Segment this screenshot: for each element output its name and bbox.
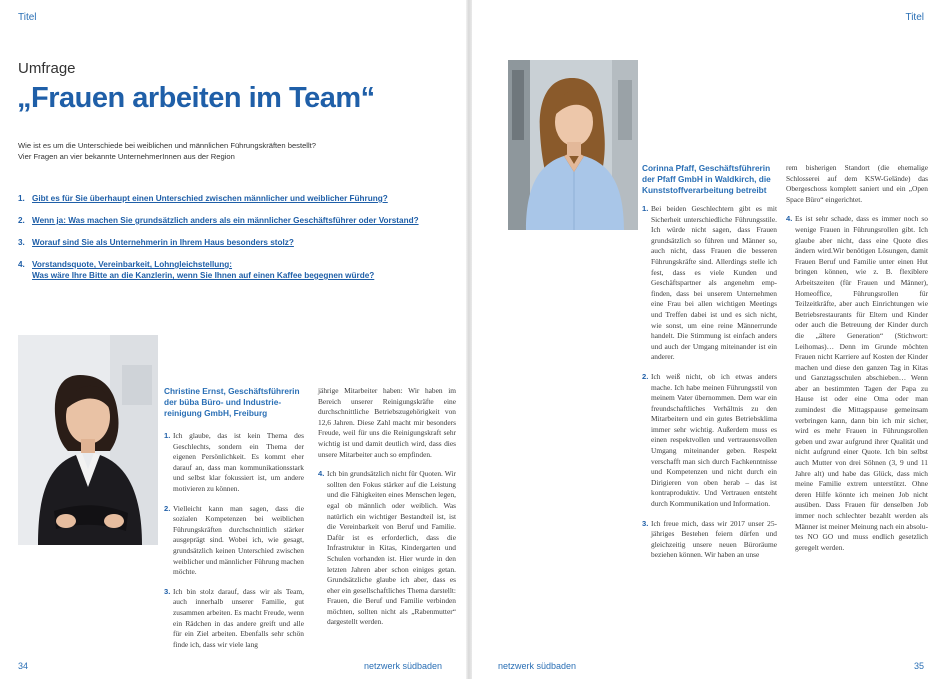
headline: „Frauen arbeiten im Team“ [17, 82, 375, 114]
question-text: Gibt es für Sie überhaupt einen Unterschied zwischen männlicher und weiblicher Führung? [32, 194, 388, 203]
question-text: Wenn ja: Was machen Sie grundsätzlich anders als ein männlicher Geschäftsführer oder Vorstand? [32, 216, 419, 225]
answers-column-2 [318, 386, 456, 637]
answer-number: 1. [164, 431, 171, 440]
answer-text: Es ist sehr schade, dass es immer noch so wenige Frauen in Führungsrollen gibt. Ich glaube aber nicht, dass eine Quote dies ändern wird.Wir benötigen Lösungen, damit Frauen Beruf und Familie unter einen Hut bringen können, wie z. B. flexiblere Arbeitszeiten (für Frauen und Männer), Homeoffice, Führungsrollen für Teilzeitkräfte, aber auch Einrichtungen wie Betriebsrestaurants für Eltern und Kinder oder auch die Betreuung der Kinder durch die „ältere Generation“ (Stichwort: Leihomas)… Denn im Grunde möchten Frauen nicht Karriere auf Kosten der Kinder machen und diese den ganzen Tag in Kitas und Ganztagsschulen abschieben… Wenn aber an bestimmten Tagen der Papa zu Hause ist oder eine Oma oder man zumindest die Mittagspause gemeinsam verbringen kann, dann bin ich mir sicher, wird es mehr Frauen in Führungsrollen geben und zwar aufgrund ihrer Qualität und nicht aufgrund einer Quote. Ich bin selbst auch Mutter von drei Söhnen (3, 9 und 11 Jahre alt) und habe das Glück, dass mich meine Familie extrem unterstützt. Ohne deren Hilfe könnte ich meinen Job nicht ausüben. Dass Frauen für denselben Job immer noch schlechter bezahlt werden als Männer ist meiner Meinung nach ein absolutes NO GO und muss endlich gesetzlich geregelt werden. [795, 214, 929, 552]
page-number: 35 [913, 661, 924, 671]
answer-3 [164, 587, 304, 651]
answer-number: 4. [318, 469, 325, 479]
answer-number: 2. [164, 503, 171, 513]
answers-column-1 [164, 386, 304, 659]
answer-1 [164, 431, 304, 495]
answer-number: 1. [642, 204, 649, 213]
answer-3 [642, 519, 777, 561]
right-page [470, 0, 940, 679]
answer-2 [642, 372, 777, 510]
answer-number: 4. [786, 214, 793, 224]
magazine-name: netzwerk südbaden [498, 661, 577, 671]
section-tag: Titel [905, 12, 924, 23]
answer-text: Ich glaube, das ist kein Thema des Geschlechts, sondern ein Thema der eigenen Persönlichkeit. Es kommt eher darauf an, dass man kommunikationsstark und selbst klar fokussiert ist, um andere motivieren zu können. [173, 431, 304, 493]
answer-text: Bei beiden Geschlechtern gibt es mit Sicherheit unterschiedliche Führungsstile. Ich würde nicht sagen, dass Frauen grundsätzlich so führen und Männer so, auch nicht, dass Frauen die besseren Führungskräfte sind. Allerdings stelle ich fest, dass es viele Kunden und Geschäftspartner als angenehm empfinden, dass bei unserem Unternehmen eine Frau bei allen wichtigen Meetings und Treffen dabei ist und es sich nicht, wie sonst, um eine reine Männerrunde handelt. Die Stimmung ist einfach anders und auch der Umgang miteinander ist ein anderer. [651, 204, 777, 362]
answer-text: Ich bin grundsätzlich nicht für Quoten. Wir sollten den Fokus stärker auf die Leistung und die Fähigkeiten eines Menschen legen, egal ob männlich oder weiblich. Was natürlich ein wichtiger Bestandteil ist, ist die Vereinbarkeit von Beruf und Familie. Dafür ist es erforderlich, dass die Infrastruktur in Kitas, Kindergarten und Schulen vorhanden ist. Hier wurde in den letzten Jahren aber schon einiges getan. Grundsätzliche glaube ich aber, dass es eher ein gesellschaftliches Thema darstellt: Frauen, die Beruf und Familie verbinden möchten, sollten nicht als „Rabenmutter“ dargestellt werden. [327, 469, 456, 627]
intro [18, 140, 448, 162]
answers-column-3 [642, 163, 777, 570]
portrait-christine-ernst [18, 335, 158, 545]
question-item [18, 259, 458, 281]
answer-4 [318, 469, 456, 628]
page-number: 34 [18, 661, 29, 671]
question-text: Worauf sind Sie als Unternehmerin in Ihrem Haus besonders stolz? [32, 238, 294, 247]
answer-4 [786, 214, 928, 553]
intro-line: Vier Fragen an vier bekannte UnternehmerInnen aus der Region [18, 152, 235, 161]
answer-number: 3. [164, 586, 171, 596]
question-text [32, 259, 374, 281]
magazine-name: netzwerk südbaden [363, 661, 442, 671]
answer-2 [164, 504, 304, 578]
person-caption: Corinna Pfaff, Geschäftsführerin der Pfaff GmbH in Waldkirch, die Kunststoffverarbeitung betreibt [642, 163, 771, 195]
question-item [18, 237, 458, 248]
question-line: Was wäre Ihre Bitte an die Kanzlerin, wenn Sie Ihnen auf einen Kaffee begegnen würde? [32, 271, 375, 280]
answer-continuation: jährige Mitarbeiter haben: Wir haben im Bereich unserer Reinigungskräfte eine durchschnittliche Betriebszugehörigkeit von 12,6 Jahren. Diese Zahl macht mir besonders Freude, weil für uns die Reinigungskraft sehr wichtig ist und damit deutlich wird, dass dies unsere Mitarbeiter auch so empfinden. [318, 386, 456, 459]
answer-continuation: rem bisherigen Standort (die ehemalige Schlosserei auf dem KSW-Gelände) das Obergeschoss komplett saniert und ein „Open Space Büro“ eingerichtet. [786, 163, 928, 204]
answer-text: Ich weiß nicht, ob ich etwas anders mache. Ich habe meinen Führungsstil von meinem Vater übernommen. Dem war ein freundschaftliches Verhältnis zu den Mitarbeitern und ein gutes Betriebsklima immer sehr wichtig. Außerdem muss es einen respektvollen und vertrauensvollen Umgang miteinander geben. Respekt verschafft man sich durch Fachkenntnisse und Kompetenzen und nicht durch ein Dirigieren von oben herab – das ist kontraproduktiv. Und Vertrauen entsteht durch Kommunikation und Information. [651, 371, 777, 509]
question-line: Vorstandsquote, Vereinbarkeit, Lohngleichstellung: [32, 260, 233, 269]
portrait-corinna-pfaff [508, 60, 638, 230]
left-page [0, 0, 468, 679]
section-tag: Titel [18, 12, 37, 23]
question-number: 2. [18, 216, 25, 225]
answer-number: 3. [642, 518, 649, 528]
question-item [18, 193, 458, 204]
question-list [18, 193, 458, 292]
question-number: 1. [18, 194, 25, 203]
intro-line: Wie ist es um die Unterschiede bei weiblichen und männlichen Führungskräften bestellt? [18, 141, 317, 150]
question-number: 4. [18, 260, 25, 269]
question-item [18, 215, 458, 226]
answers-column-4 [786, 163, 928, 562]
question-number: 3. [18, 238, 25, 247]
answer-number: 2. [642, 371, 649, 381]
answer-text: Vielleicht kann man sagen, dass die sozialen Kompetenzen bei weiblichen Führungskräften durchschnittlich stärker ausgeprägt sind. Wobei ich, wie gesagt, grundsätzlich keinen Unterschied zwischen weiblicher und männlicher Führung machen möchte. [173, 503, 304, 577]
answer-1 [642, 204, 777, 363]
kicker: Umfrage [18, 60, 76, 77]
person-caption: Christine Ernst, Geschäftsführerin der büba Büro- und Industriereinigung GmbH, Freiburg [164, 386, 300, 418]
answer-text: Ich freue mich, dass wir 2017 unser 25-jähriges Bestehen feiern dürfen und gleichzeitig unsere neuen Büroräume beziehen können. Wir haben an unse [651, 518, 777, 560]
answer-text: Ich bin stolz darauf, dass wir als Team, auch innerhalb unserer Familie, gut zusammen arbeiten. Es macht Freude, wenn ein Rädchen in das andere greift und alle für ein Ziel arbeiten. Ebenfalls sehr schön finde ich, dass wir viele lang [173, 586, 304, 649]
